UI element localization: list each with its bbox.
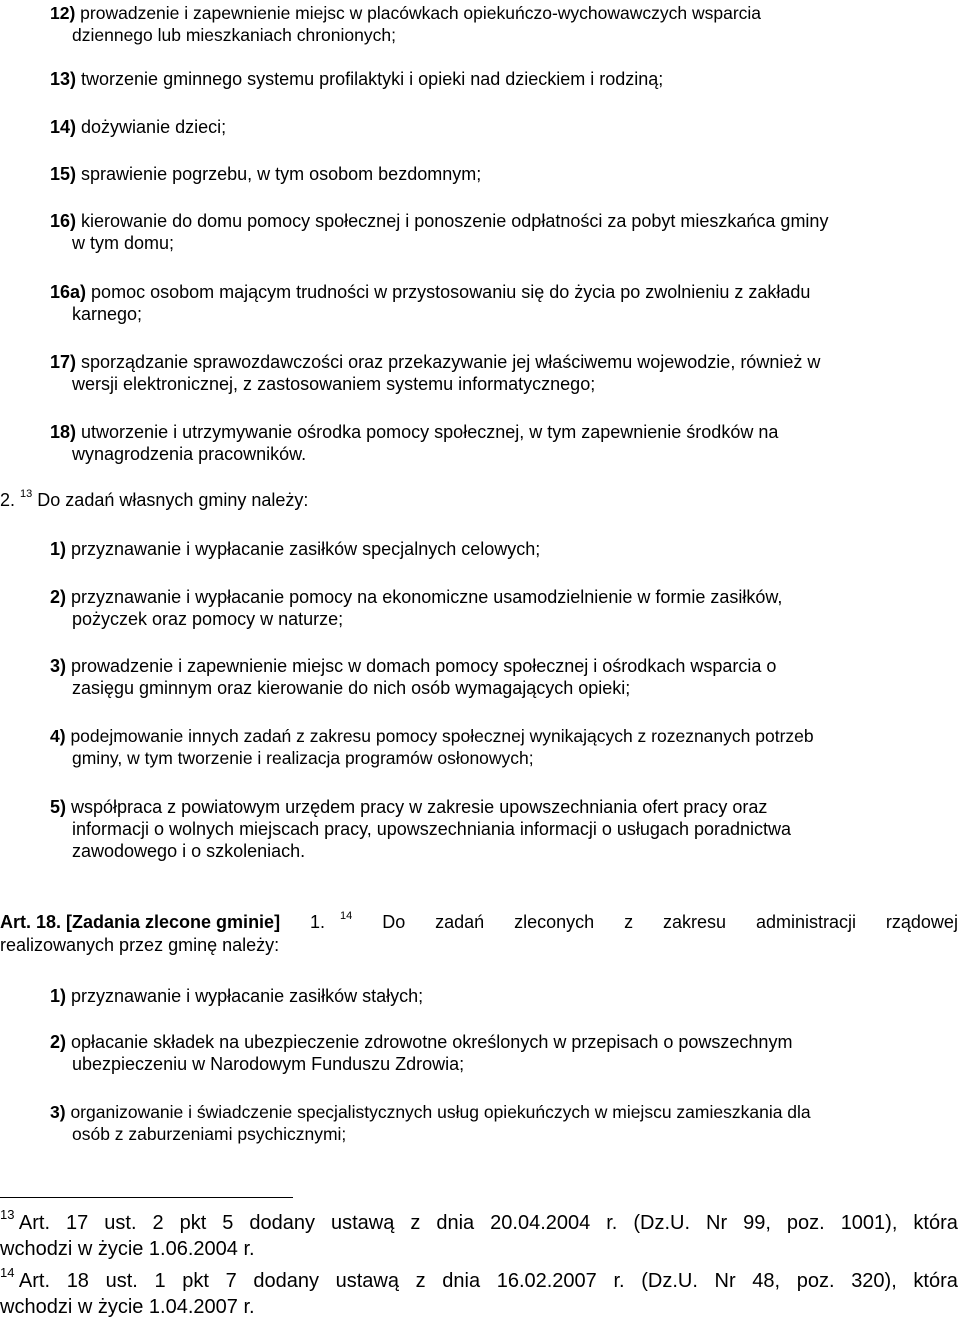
item-number: 3) bbox=[50, 656, 67, 676]
footnote-second-line: wchodzi w życie 1.04.2007 r. bbox=[0, 1296, 255, 1318]
word: 48, bbox=[752, 1270, 781, 1292]
word: r. bbox=[613, 1270, 625, 1292]
word: rządowej bbox=[885, 912, 958, 932]
item-number: 3) bbox=[50, 1102, 66, 1122]
list-item bbox=[50, 1031, 955, 1075]
footnote-ref: 14 bbox=[340, 910, 353, 922]
word: zleconych bbox=[514, 912, 595, 932]
item-text-cont: karnego; bbox=[72, 304, 143, 324]
item-text: współpraca z powiatowym urzędem pracy w zakresie upowszechniania ofert pracy oraz bbox=[71, 797, 768, 817]
footnote-separator bbox=[0, 1197, 293, 1198]
word: 17 bbox=[66, 1212, 89, 1234]
word: dnia bbox=[436, 1212, 475, 1234]
footnote-ref: 13 bbox=[20, 488, 33, 500]
word: (Dz.U. bbox=[641, 1270, 698, 1292]
footnote-start bbox=[0, 1207, 51, 1236]
word: zakresu bbox=[663, 912, 727, 932]
item-text-cont: zawodowego i o szkoleniach. bbox=[72, 841, 306, 861]
article-second-line: realizowanych przez gminę należy: bbox=[0, 935, 280, 955]
word: 7 bbox=[225, 1270, 237, 1292]
footnote-start bbox=[0, 1265, 51, 1294]
word: 1001), bbox=[840, 1212, 898, 1234]
word: dodany bbox=[253, 1270, 319, 1292]
item-text-cont: ubezpieczeniu w Narodowym Funduszu Zdrowia; bbox=[72, 1054, 465, 1074]
list-item bbox=[50, 210, 955, 254]
list-item bbox=[50, 421, 955, 465]
list-item bbox=[50, 281, 955, 325]
word: ust. bbox=[104, 1212, 137, 1234]
list-item bbox=[50, 68, 955, 90]
item-text-cont: w tym domu; bbox=[72, 233, 175, 253]
item-text-cont: informacji o wolnych miejscach pracy, upowszechniania informacji o usługach poradnictwa bbox=[72, 819, 792, 839]
item-text-cont: pożyczek oraz pomocy w naturze; bbox=[72, 609, 344, 629]
item-text: prowadzenie i zapewnienie miejsc w placówkach opiekuńczo-wychowawczych wsparcia bbox=[80, 3, 762, 23]
list-item bbox=[50, 655, 955, 699]
item-number: 12) bbox=[50, 3, 76, 23]
word: 5 bbox=[222, 1212, 234, 1234]
item-text: kierowanie do domu pomocy społecznej i ponoszenie odpłatności za pobyt mieszkańca gminy bbox=[81, 211, 829, 231]
word: r. bbox=[606, 1212, 618, 1234]
item-text: utworzenie i utrzymywanie ośrodka pomocy społecznej, w tym zapewnienie środków na bbox=[81, 422, 779, 442]
list-item bbox=[50, 2, 955, 46]
word: Nr bbox=[706, 1212, 728, 1234]
word: 20.04.2004 bbox=[490, 1212, 591, 1234]
item-number: 1) bbox=[50, 986, 67, 1006]
item-number: 4) bbox=[50, 726, 66, 746]
section-text: Do zadań własnych gminy należy: bbox=[37, 490, 309, 510]
list-item bbox=[50, 351, 955, 395]
footnote-14 bbox=[0, 1265, 958, 1320]
word: poz. bbox=[786, 1212, 825, 1234]
item-text-cont: wersji elektronicznej, z zastosowaniem systemu informatycznego; bbox=[72, 374, 596, 394]
word: 1 bbox=[154, 1270, 166, 1292]
word: administracji bbox=[755, 912, 856, 932]
word: 2 bbox=[152, 1212, 164, 1234]
word: pkt bbox=[182, 1270, 209, 1292]
footnote-number: 13 bbox=[0, 1207, 15, 1222]
footnote-first-line bbox=[0, 1207, 958, 1236]
word: Art. bbox=[18, 1270, 51, 1292]
item-text: sprawienie pogrzebu, w tym osobom bezdomnym; bbox=[81, 164, 482, 184]
item-text-cont: dziennego lub mieszkaniach chronionych; bbox=[72, 25, 396, 45]
word: zadań bbox=[435, 912, 485, 932]
word: z bbox=[624, 912, 634, 932]
list-item bbox=[50, 116, 955, 138]
item-text: przyznawanie i wypłacanie zasiłków stałych; bbox=[71, 986, 424, 1006]
item-text: tworzenie gminnego systemu profilaktyki i opieki nad dzieckiem i rodziną; bbox=[81, 69, 664, 89]
list-item bbox=[50, 1101, 955, 1145]
word: z bbox=[415, 1270, 426, 1292]
footnote-second-line: wchodzi w życie 1.06.2004 r. bbox=[0, 1238, 255, 1260]
item-number: 18) bbox=[50, 422, 77, 442]
item-number: 2) bbox=[50, 1032, 67, 1052]
item-number: 14) bbox=[50, 117, 77, 137]
word: Do bbox=[382, 912, 406, 932]
footnote-number: 14 bbox=[0, 1265, 15, 1280]
item-text: pomoc osobom mającym trudności w przystosowaniu się do życia po zwolnieniu z zakładu bbox=[91, 282, 811, 302]
word: 320), bbox=[851, 1270, 897, 1292]
word: która bbox=[913, 1212, 958, 1234]
item-text: organizowanie i świadczenie specjalistycznych usług opiekuńczych w miejscu zamieszkania dla bbox=[70, 1102, 811, 1122]
item-number: 15) bbox=[50, 164, 77, 184]
list-item bbox=[50, 538, 955, 560]
para-number: 1. bbox=[310, 912, 326, 932]
item-text: przyznawanie i wypłacanie zasiłków specjalnych celowych; bbox=[71, 539, 541, 559]
article-label: Art. 18. [Zadania zlecone gminie] bbox=[0, 912, 281, 932]
word: dodany bbox=[249, 1212, 316, 1234]
word: Art. bbox=[18, 1212, 51, 1234]
item-number: 17) bbox=[50, 352, 77, 372]
item-number: 2) bbox=[50, 587, 67, 607]
word: która bbox=[913, 1270, 958, 1292]
section-number: 2. bbox=[0, 490, 16, 510]
item-text-cont: gminy, w tym tworzenie i realizacja programów osłonowych; bbox=[72, 748, 534, 768]
item-text: przyznawanie i wypłacanie pomocy na ekonomiczne usamodzielnienie w formie zasiłków, bbox=[71, 587, 783, 607]
word: Nr bbox=[714, 1270, 736, 1292]
word: z bbox=[410, 1212, 421, 1234]
list-item bbox=[50, 163, 955, 185]
item-text: sporządzanie sprawozdawczości oraz przekazywanie jej właściwemu wojewodzie, również w bbox=[81, 352, 821, 372]
word: 18 bbox=[66, 1270, 89, 1292]
item-number: 16a) bbox=[50, 282, 87, 302]
word: dnia bbox=[442, 1270, 481, 1292]
word: 16.02.2007 bbox=[496, 1270, 597, 1292]
article-18 bbox=[0, 911, 958, 957]
item-text: opłacanie składek na ubezpieczenie zdrowotne określonych w przepisach o powszechnym bbox=[71, 1032, 793, 1052]
word: (Dz.U. bbox=[633, 1212, 691, 1234]
item-text-cont: wynagrodzenia pracowników. bbox=[72, 444, 307, 464]
section-heading bbox=[0, 489, 308, 511]
word: 99, bbox=[743, 1212, 771, 1234]
item-text: dożywianie dzieci; bbox=[81, 117, 227, 137]
list-item bbox=[50, 796, 955, 862]
word: ust. bbox=[105, 1270, 138, 1292]
list-item bbox=[50, 586, 955, 630]
item-number: 1) bbox=[50, 539, 67, 559]
item-number: 13) bbox=[50, 69, 77, 89]
word: ustawą bbox=[331, 1212, 395, 1234]
article-first-line bbox=[0, 911, 958, 934]
item-number: 5) bbox=[50, 797, 67, 817]
item-text: prowadzenie i zapewnienie miejsc w domach pomocy społecznej i ośrodkach wsparcia o bbox=[71, 656, 777, 676]
item-text-cont: zasięgu gminnym oraz kierowanie do nich osób wymagających opieki; bbox=[72, 678, 631, 698]
list-item bbox=[50, 985, 955, 1007]
footnote-first-line bbox=[0, 1265, 958, 1294]
item-text: podejmowanie innych zadań z zakresu pomocy społecznej wynikających z rozeznanych potrzeb bbox=[70, 726, 814, 746]
footnote-13 bbox=[0, 1207, 958, 1262]
list-item bbox=[50, 725, 955, 769]
word: poz. bbox=[796, 1270, 835, 1292]
word: ustawą bbox=[335, 1270, 399, 1292]
item-number: 16) bbox=[50, 211, 77, 231]
word: pkt bbox=[179, 1212, 207, 1234]
article-para bbox=[310, 911, 352, 934]
item-text-cont: osób z zaburzeniami psychicznymi; bbox=[72, 1124, 347, 1144]
